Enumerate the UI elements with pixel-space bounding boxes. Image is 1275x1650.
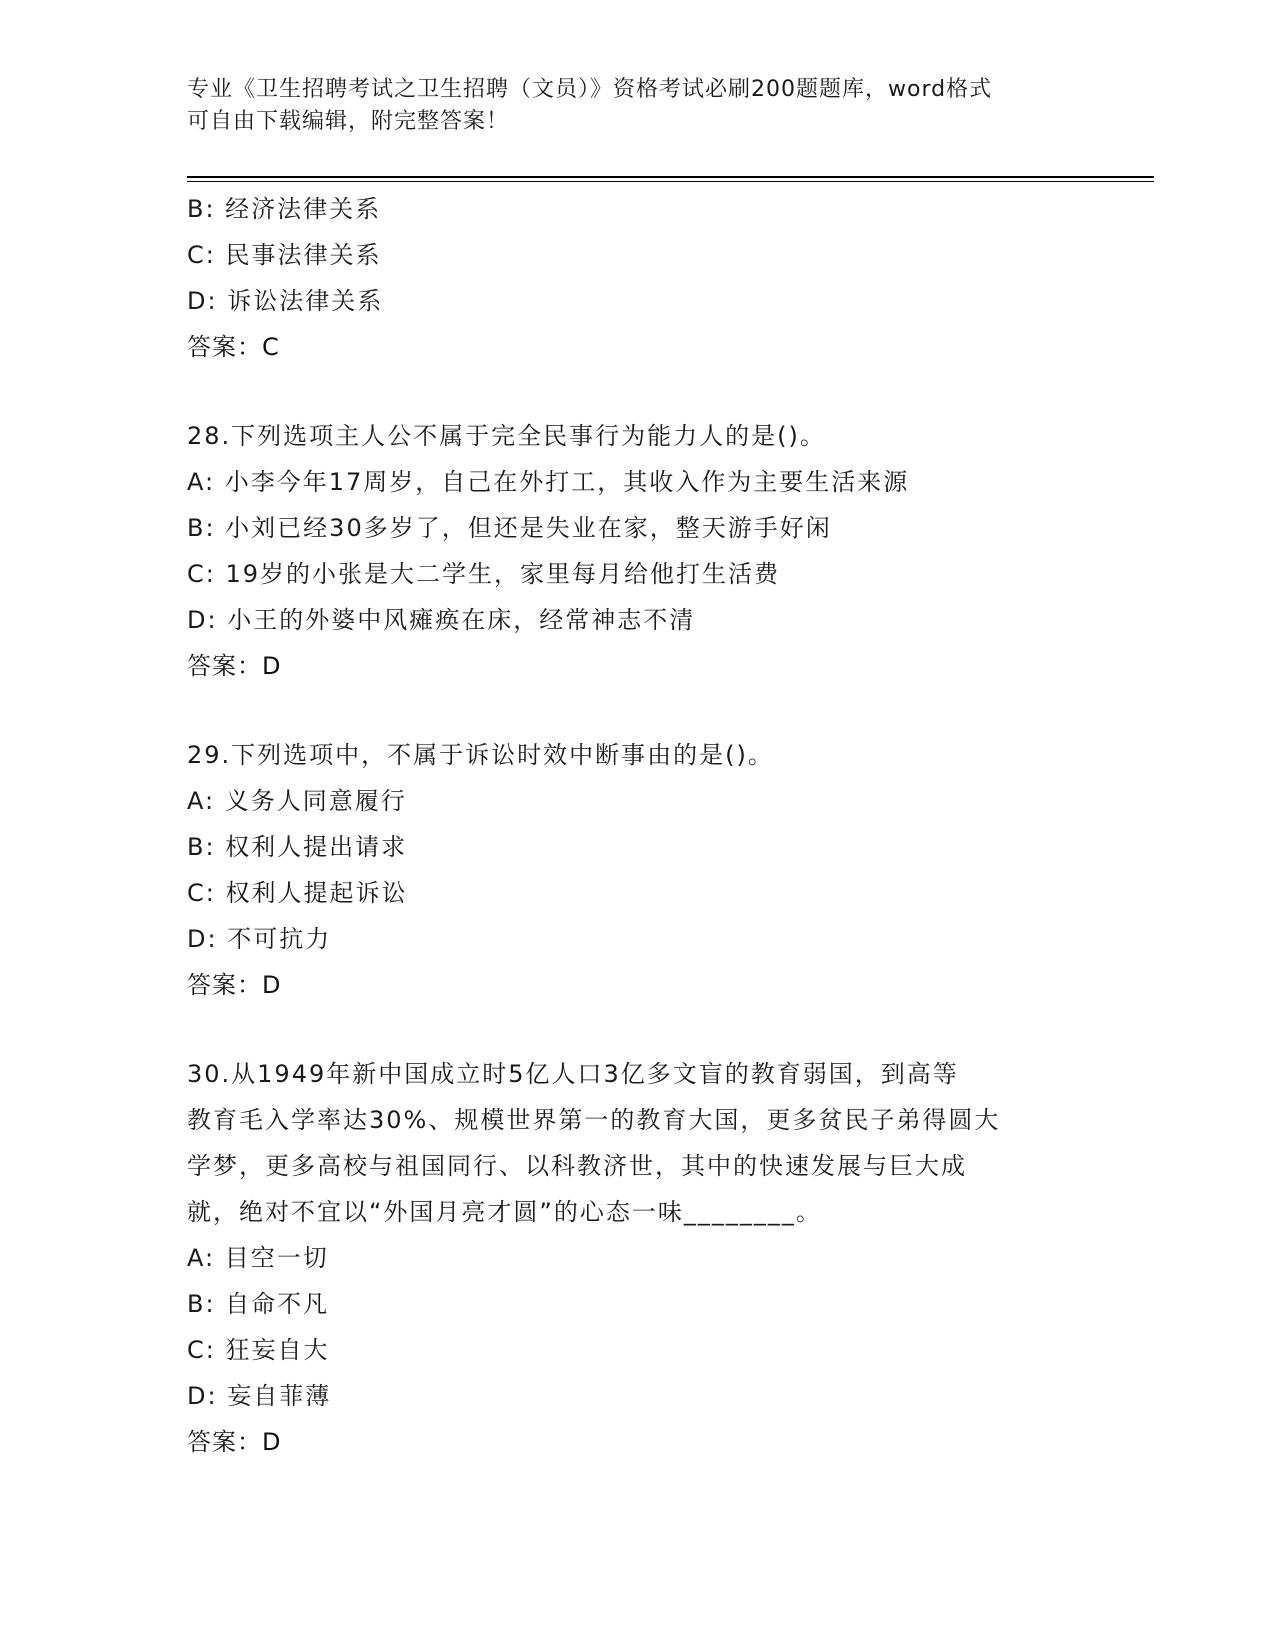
document-header [187,74,1087,138]
spacer [187,1008,1087,1051]
option-d: D: 妄自菲薄 [187,1382,332,1410]
answer-line: 答案：C [187,333,280,361]
answer-line: 答案：D [187,971,282,999]
header-rule-thin [187,181,1154,182]
option-c: C: 民事法律关系 [187,241,382,269]
spacer [187,689,1087,732]
option-a: A: 义务人同意履行 [187,787,407,815]
option-c: C: 狂妄自大 [187,1336,330,1364]
answer-line: 答案：D [187,652,282,680]
header-line-2: 可自由下载编辑，附完整答案！ [187,109,510,134]
option-b: B: 经济法律关系 [187,195,382,223]
question-stem-line: 学梦，更多高校与祖国同行、以科教济世，其中的快速发展与巨大成 [187,1152,967,1180]
option-b: B: 自命不凡 [187,1290,330,1318]
option-d: D: 不可抗力 [187,925,332,953]
option-b: B: 权利人提出请求 [187,833,408,861]
spacer [187,370,1087,413]
question-stem-line: 30.从1949年新中国成立时5亿人口3亿多文盲的教育弱国，到高等 [187,1060,959,1088]
question-stem-line: 29.下列选项中，不属于诉讼时效中断事由的是()。 [187,741,774,769]
option-d: D: 诉讼法律关系 [187,287,384,315]
option-b: B: 小刘已经30多岁了，但还是失业在家，整天游手好闲 [187,514,832,542]
answer-line: 答案：D [187,1428,282,1456]
option-a: A: 目空一切 [187,1244,329,1272]
question-stem [187,732,1087,778]
question-stem-line: 教育毛入学率达30%、规模世界第一的教育大国，更多贫民子弟得圆大 [187,1106,1001,1134]
question-block-29 [187,732,1087,1008]
question-stem-line: 28.下列选项主人公不属于完全民事行为能力人的是()。 [187,422,826,450]
header-rule-thick [187,176,1154,178]
option-c: C: 19岁的小张是大二学生，家里每月给他打生活费 [187,560,781,588]
option-a: A: 小李今年17周岁，自己在外打工，其收入作为主要生活来源 [187,468,910,496]
question-list [187,186,1087,1465]
option-d: D: 小王的外婆中风瘫痪在床，经常神志不清 [187,606,696,634]
question-block-30 [187,1051,1087,1465]
question-stem [187,413,1087,459]
question-stem [187,1051,1087,1235]
question-stem-line: 就，绝对不宜以“外国月亮才圆”的心态一味________。 [187,1198,822,1226]
question-block-28 [187,413,1087,689]
question-block-partial [187,186,1087,370]
header-line-1: 专业《卫生招聘考试之卫生招聘（文员）》资格考试必刷200题题库，word格式 [187,77,993,102]
option-c: C: 权利人提起诉讼 [187,879,408,907]
